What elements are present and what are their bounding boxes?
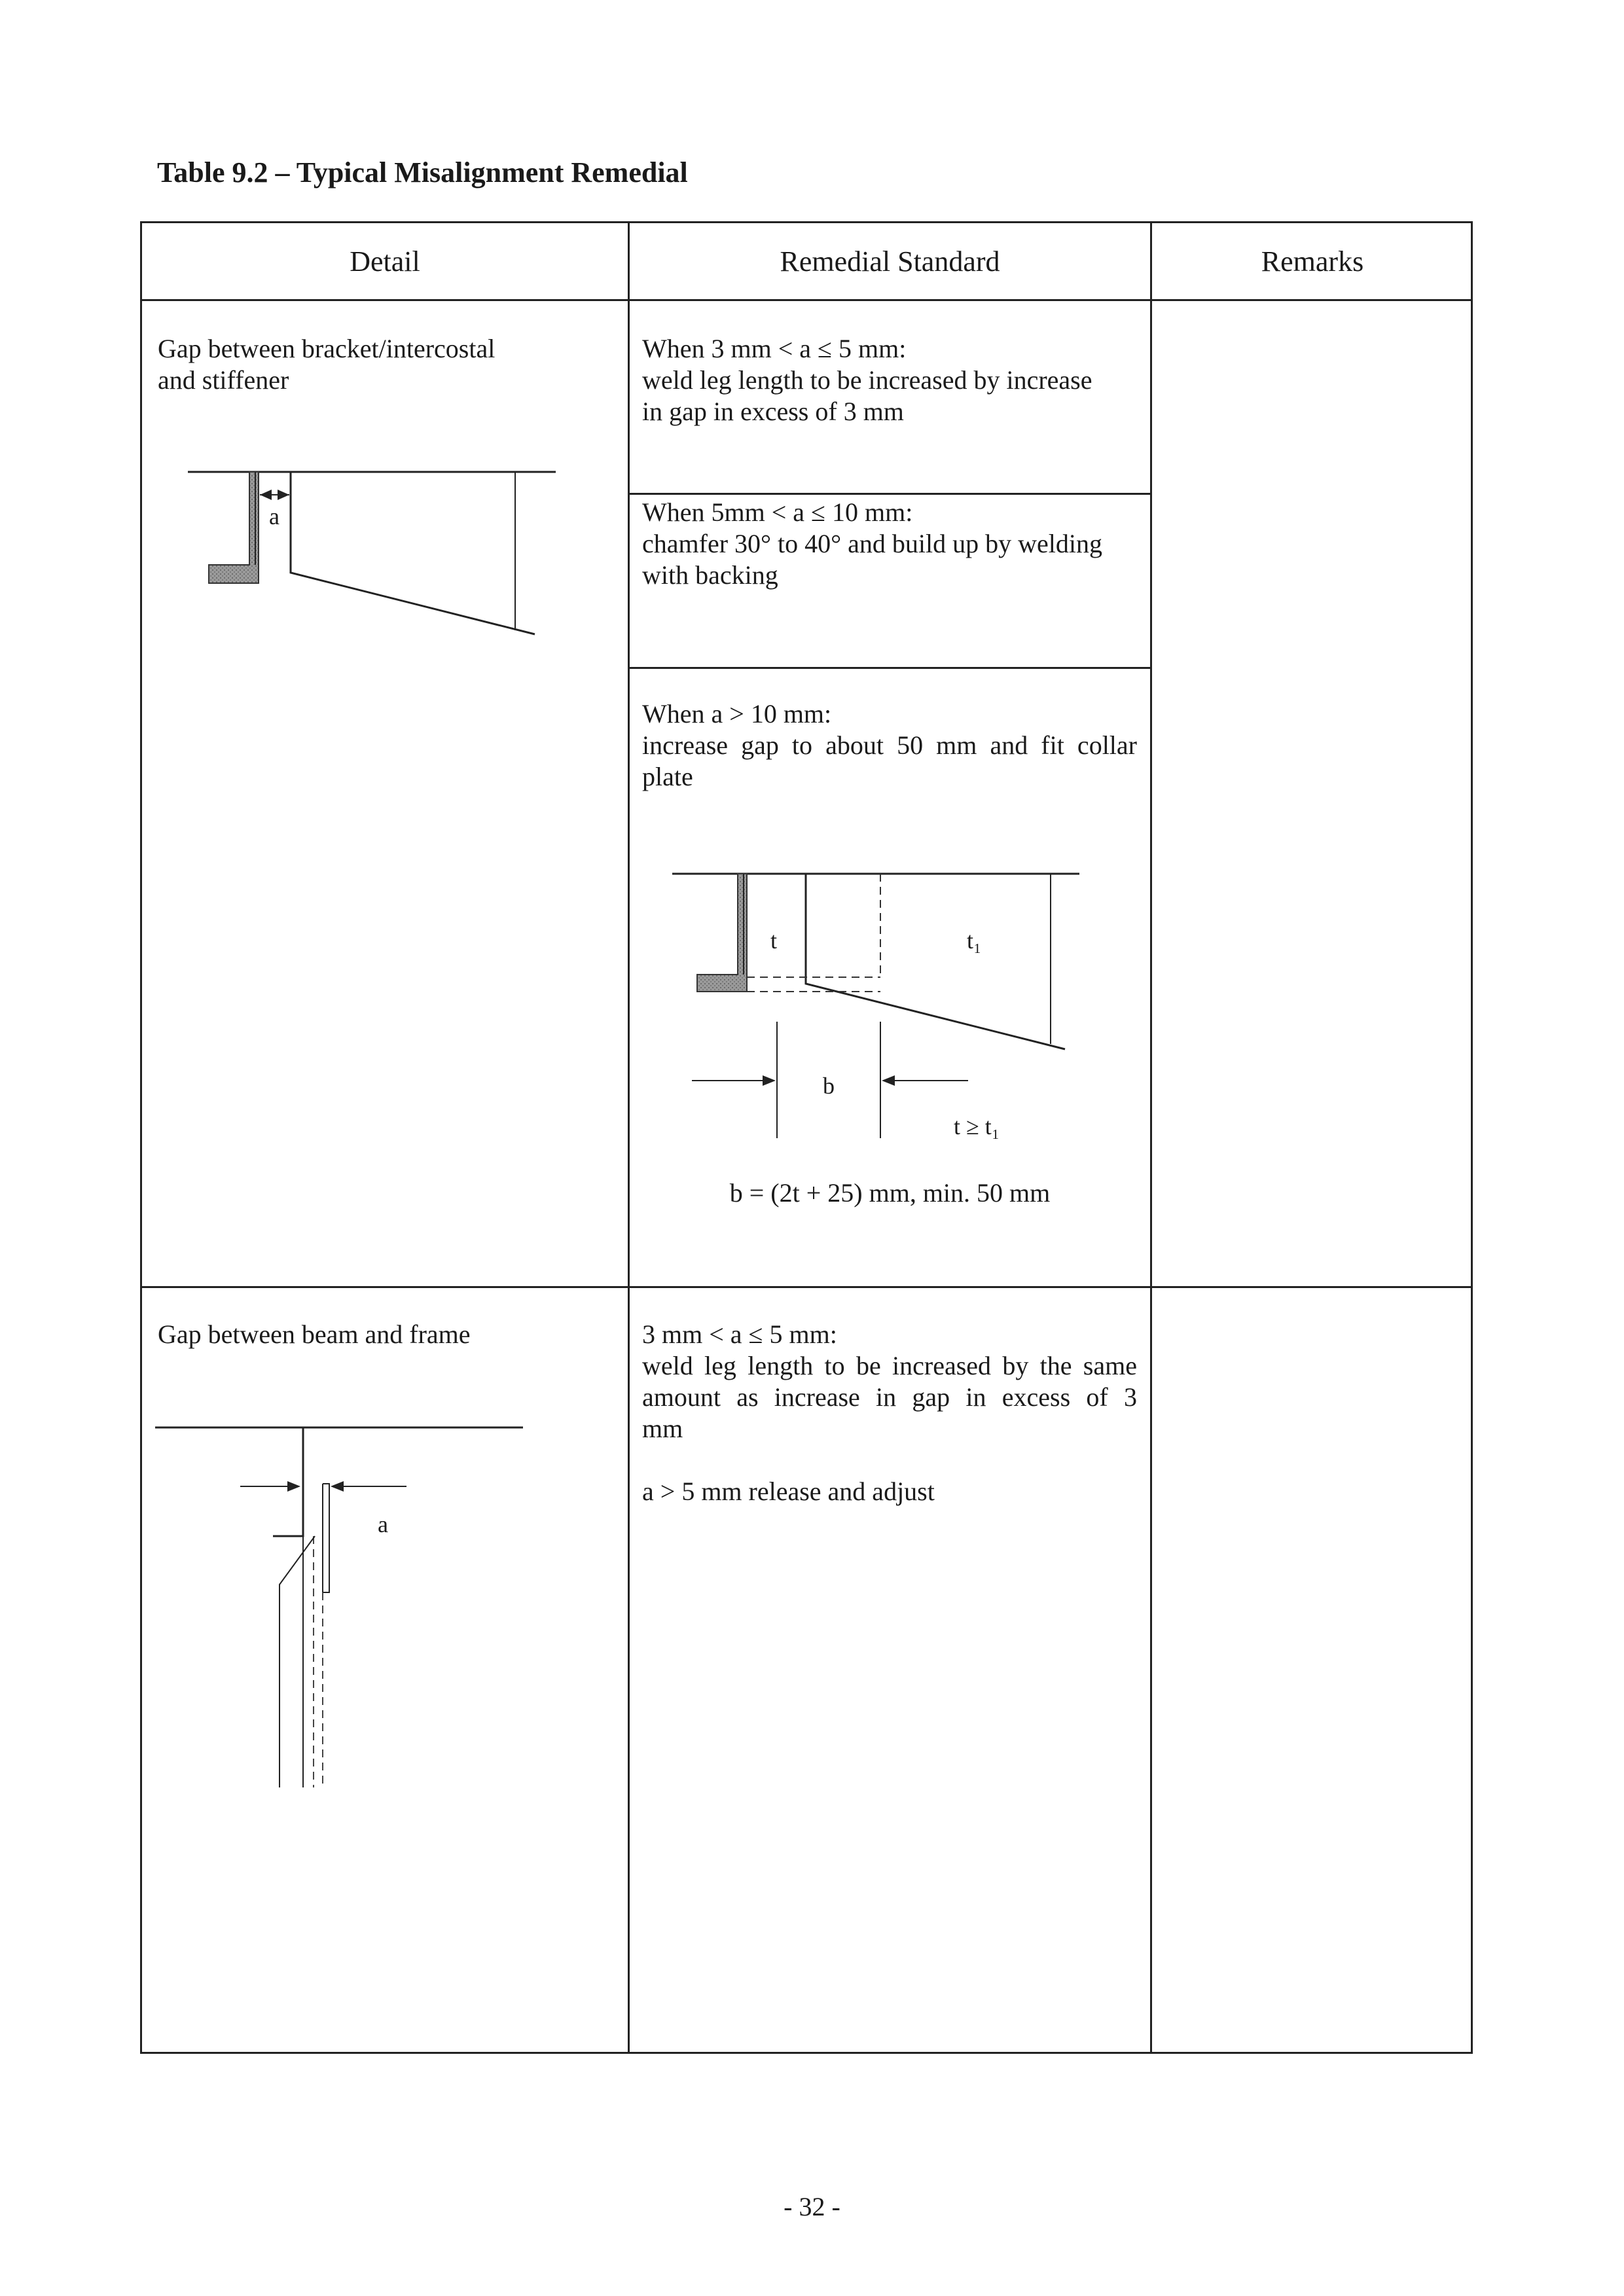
arrow-left-icon <box>331 1481 344 1492</box>
gap-label-a: a <box>378 1511 388 1537</box>
remedial-over-10mm <box>642 698 1137 793</box>
bracket-outline <box>291 472 535 634</box>
remedial-c-line2: increase gap to about 50 mm and fit collar <box>642 730 1137 760</box>
arrow-left-icon <box>260 490 272 500</box>
remedial-beam-frame <box>642 1319 1137 1507</box>
row1-detail-line1: Gap between bracket/intercostal <box>158 334 496 363</box>
remedial-3-5mm <box>642 333 1137 427</box>
thickness-label-t: t <box>770 927 778 954</box>
remedial-b-line1: When 5mm < a ≤ 10 mm: <box>642 497 913 527</box>
row1-detail-line2: and stiffener <box>158 365 289 395</box>
beam-frame-gap-diagram <box>155 1421 574 1827</box>
header-remarks: Remarks <box>1261 245 1364 278</box>
remedial-c-line3: plate <box>642 762 693 791</box>
column-divider-1 <box>628 223 630 2052</box>
arrow-right-icon <box>278 490 289 500</box>
remedial-divider-1 <box>628 493 1150 495</box>
row1-detail-text <box>158 333 616 396</box>
row2-remedial-line2: weld leg length to be increased by the same <box>642 1351 1137 1380</box>
row-divider <box>142 1286 1471 1288</box>
remedial-a-line1: When 3 mm < a ≤ 5 mm: <box>642 334 907 363</box>
remedial-divider-2 <box>628 667 1150 669</box>
row2-remedial-line5: a > 5 mm release and adjust <box>642 1477 935 1506</box>
remedial-b-line2: chamfer 30° to 40° and build up by welding <box>642 529 1102 558</box>
arrow-left-icon <box>882 1075 895 1086</box>
remedial-b-line3: with backing <box>642 560 778 590</box>
bracket-outline <box>806 874 1065 1049</box>
stiffener-section <box>209 472 259 583</box>
remedial-5-10mm <box>642 497 1137 591</box>
header-divider <box>142 299 1471 301</box>
thickness-condition: t ≥ t₁ <box>954 1113 1000 1139</box>
remedial-c-line1: When a > 10 mm: <box>642 699 832 728</box>
collar-plate-diagram <box>672 865 1130 1166</box>
row2-remedial-line1: 3 mm < a ≤ 5 mm: <box>642 1319 837 1349</box>
frame-outline <box>280 1536 315 1787</box>
gap-label-a: a <box>269 503 280 529</box>
row2-remedial-line4: mm <box>642 1414 683 1443</box>
header-detail: Detail <box>350 245 420 278</box>
misalignment-table <box>140 221 1473 2054</box>
arrow-right-icon <box>763 1075 776 1086</box>
thickness-label-t1: t₁ <box>967 927 982 954</box>
row2-remedial-line3: amount as increase in gap in excess of 3 <box>642 1382 1137 1412</box>
page-number: - 32 - <box>784 2192 840 2221</box>
document-title: Table 9.2 – Typical Misalignment Remedial <box>157 156 688 188</box>
arrow-right-icon <box>287 1481 300 1492</box>
gap-formula: b = (2t + 25) mm, min. 50 mm <box>729 1178 1051 1208</box>
dimension-label-b: b <box>823 1073 835 1099</box>
stiffener-section <box>697 874 747 992</box>
column-divider-2 <box>1150 223 1152 2052</box>
frame-flange <box>323 1484 329 1592</box>
header-remedial-standard: Remedial Standard <box>780 245 1000 278</box>
remedial-a-line2: weld leg length to be increased by increase <box>642 365 1092 395</box>
remedial-a-line3: in gap in excess of 3 mm <box>642 397 904 426</box>
row2-detail-text: Gap between beam and frame <box>158 1319 471 1349</box>
bracket-gap-diagram <box>188 459 594 668</box>
